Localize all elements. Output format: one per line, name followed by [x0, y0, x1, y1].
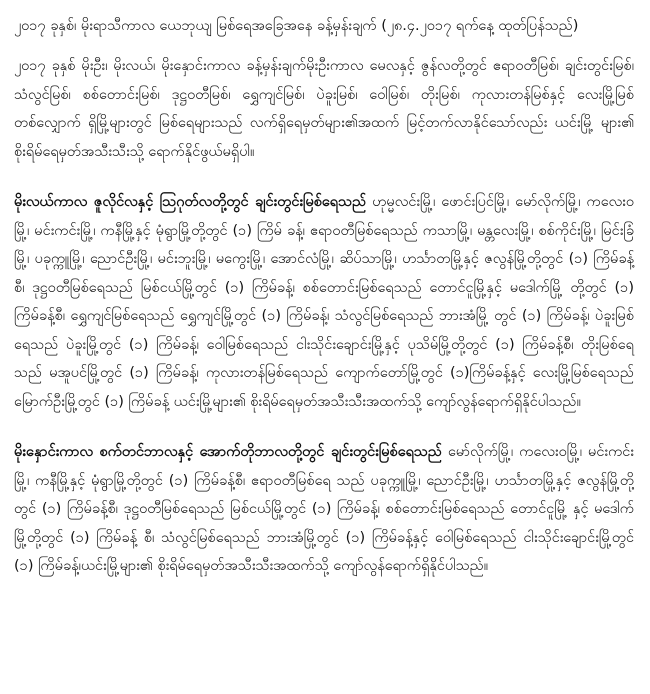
document-title: ၂၀၁၇ ခုနှစ်၊ မိုးရာသီကာလ ယေဘုယျ မြစ်ရေအခြေအနေ ခန့်မှန်းချက် (၂၈.၄.၂၀၁၇ ရက်နေ့ ထုတ်ပြန်သည်) — [14, 18, 579, 34]
paragraph-late-monsoon — [14, 438, 634, 581]
paragraph-mid-monsoon-lead: မိုးလယ်ကာလ ဇူလိုင်လနှင့် ဩဂုတ်လတို့တွင် ချင်းတွင်းမြစ်ရေသည် — [14, 194, 367, 210]
paragraph-overview-body: ၂၀၁၇ ခုနှစ် မိုးဦး၊ မိုးလယ်၊ မိုးနှောင်းကာလ ခန့်မှန်းချက်မိုးဦးကာလ မေလနှင့် ဇွန်လတို့တွင် ဧရာဝတီမြစ်၊ ချင်းတွင်းမြစ်၊ သံလွင်မြစ်၊ စစ်တောင်းမြစ်၊ ဒုဋ္ဌဝတီမြစ်၊ ရွှေကျင်မြစ်၊ ပဲခူးမြစ်၊ ဝေါမြစ်၊ တိုးမြစ်၊ ကုလားတန်မြစ်နှင့် လေးမြို့မြစ် တစ်လျှောက် ရှိမြို့များတွင် မြစ်ရေများသည် လက်ရှိရေမှတ်များ၏အထက် မြင့်တက်လာနိုင်သော်လည်း ယင်းမြို့ များ၏ စိုးရိမ်ရေမှတ်အသီးသီးသို့ ရောက်နိုင်ဖွယ်မရှိပါ။ — [14, 58, 634, 160]
paragraph-overview — [14, 52, 634, 166]
paragraph-late-monsoon-body: မော်လိုက်မြို့၊ ကလေးဝမြို့၊ မင်းကင်းမြို့၊ ကနီမြို့နှင့် မုံရွာမြို့တို့တွင် (၁) ကြိမ်ခန့်စီ၊ ဧရာဝတီမြစ်ရေ သည် ပခုက္ကူမြို့၊ ညောင်ဦးမြို့၊ ဟင်္သာတမြို့နှင့် ဇလွန်မြို့တို့တွင် (၁) ကြိမ်ခန့်စီ၊ ဒုဋ္ဌဝတီမြစ်ရေသည် မြစ်ငယ်မြို့တွင် (၁) ကြိမ်ခန့်၊ စစ်တောင်းမြစ်ရေသည် တောင်ငူမြို့ နှင့် မဒေါက်မြို့တို့တွင် (၁) ကြိမ်ခန့် စီ၊ သံလွင်မြစ်ရေသည် ဘားအံမြို့တွင် (၁) ကြိမ်ခန့်နှင့် ဝေါမြစ်ရေသည် ငါးသိုင်းချောင်းမြို့တွင် (၁) ကြိမ်ခန့်၊ယင်းမြို့များ၏ စိုးရိမ်ရေမှတ်အသီးသီးအထက်သို့ ကျော်လွန်ရောက်ရှိနိုင်ပါသည်။ — [14, 444, 634, 574]
paragraph-mid-monsoon-body: ဟုမ္မလင်းမြို့၊ ဖောင်းပြင်မြို့၊ မော်လိုက်မြို့၊ ကလေးဝမြို့၊ မင်းကင်းမြို့၊ ကနီမြို့နှင့် မုံရွာမြို့တို့တွင် (၁) ကြိမ် ခန့်၊ ဧရာဝတီမြစ်ရေသည် ကသာမြို့၊ မန္တလေးမြို့၊ စစ်ကိုင်းမြို့၊ မြင်းခြံမြို့၊ ပခုက္ကူမြို့၊ ညောင်ဦးမြို့၊ မင်းဘူးမြို့၊ မကွေးမြို့၊ အောင်လံမြို့၊ ဆိပ်သာမြို့၊ ဟင်္သာတမြို့နှင့် ဇလွန်မြို့တို့တွင် (၁) ကြိမ်ခန့်စီ၊ ဒုဋ္ဌဝတီမြစ်ရေသည် မြစ်ငယ်မြို့တွင် (၁) ကြိမ်ခန့်၊ စစ်တောင်းမြစ်ရေသည် တောင်ငူမြို့နှင့် မဒေါက်မြို့ တို့တွင် (၁) ကြိမ်ခန့်စီ၊ ရွှေကျင်မြစ်ရေသည် ရွှေကျင်မြို့တွင် (၁) ကြိမ်ခန့်၊ သံလွင်မြစ်ရေသည် ဘားအံမြို့ တွင် (၁) ကြိမ်ခန့်၊ ပဲခူးမြစ်ရေသည် ပဲခူးမြို့တွင် (၁) ကြိမ်ခန့်၊ ဝေါမြစ်ရေသည် ငါးသိုင်းချောင်းမြို့နှင့် ပုသိမ်မြို့တို့တွင် (၁) ကြိမ်ခန့်စီ၊ တိုးမြစ်ရေသည် မအူပင်မြို့တွင် (၁) ကြိမ်ခန့်၊ ကုလားတန်မြစ်ရေသည် ကျောက်တော်မြို့တွင် (၁)ကြိမ်ခန့်နှင့် လေးမြို့မြစ်ရေသည် မြောက်ဦးမြို့တွင် (၁) ကြိမ်ခန့် ယင်းမြို့များ၏ စိုးရိမ်ရေမှတ်အသီးသီးအထက်သို့ ကျော်လွန်ရောက်ရှိနိုင်ပါသည်။ — [14, 194, 634, 410]
paragraph-mid-monsoon — [14, 188, 634, 416]
paragraph-late-monsoon-lead: မိုးနှောင်းကာလ စက်တင်ဘာလနှင့် အောက်တိုဘာလတို့တွင် ချင်းတွင်းမြစ်ရေသည် — [14, 444, 442, 460]
